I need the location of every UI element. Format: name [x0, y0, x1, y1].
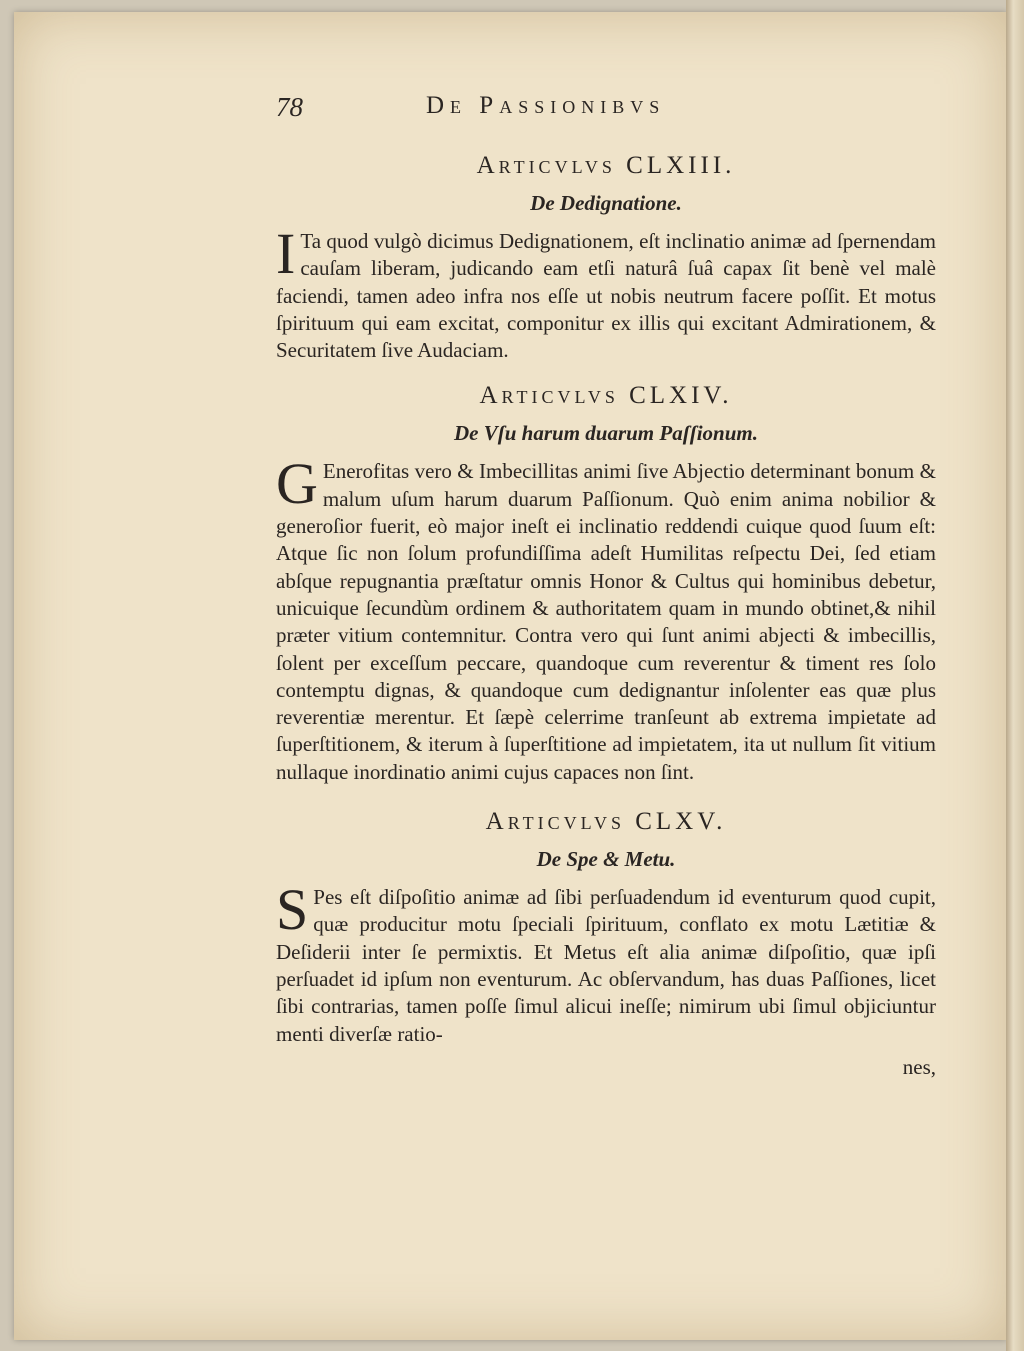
article-title: De Vſu harum duarum Paſſionum. [454, 421, 758, 446]
article-paragraph [276, 221, 936, 364]
running-head: De Passionibvs [426, 92, 666, 119]
article-heading: Articvlvs CLXIII. [476, 152, 736, 179]
paragraph-text: Pes eſt diſpoſitio animæ ad ſibi perſuadendum id eventurum quod cupit, quæ producitur motu ſpeciali ſpirituum, conflato ex motu Lætitiæ & Deſiderii inter ſe permixtis. Et Metus eſt alia animæ diſpoſitio, quæ ipſi perſuadet id ipſum non eventurum. Ac obſervandum, has duas Paſſiones, licet ſibi contrarias, tamen poſſe ſimul alicui ineſſe; nimirum ubi ſimul objiciuntur menti diverſæ ratio- [276, 885, 936, 1046]
paragraph-text: Enerofitas vero & Imbecillitas animi ſive Abjectio determinant bonum & malum uſum harum duarum Paſſionum. Quò enim anima nobilior & generoſior fuerit, eò major ineſt ei inclinatio reddendi cuique quod ſuum eſt: Atque ſic non ſolum profundiſſima adeſt Humilitas reſpectu Dei, ſed etiam abſque repugnantia præſtatur omnis Honor & Cultus qui hominibus debetur, unicuique ſecundùm ordinem & authoritatem quam in mundo obtinet,& nihil præter vitium contemnitur. Contra vero qui ſunt animi abjecti & imbecillis, ſolent per exceſſum peccare, quandoque cum reverentur & timent res ſolo contemptu dignas, & quandoque cum dedignantur inſolenter eas quæ plus reverentiæ merentur. Et ſæpè celerrime tranſeunt ab extrema impietate ad ſuperſtitionem, & iterum à ſuperſtitione ad impietatem, ita ut nullum ſit vitium nullaque inordinatio animi cujus capaces non ſint. [276, 459, 936, 784]
article-heading: Articvlvs CLXIV. [479, 382, 733, 410]
article-paragraph [276, 877, 936, 1048]
article-section [276, 144, 936, 364]
catchword: nes, [902, 1054, 936, 1079]
paragraph-text: Ta quod vulgò dicimus Dedignationem, eſt inclinatio animæ ad ſpernendam cauſam liberam, judicando eam etſi naturâ ſuâ capax ſit benè vel malè faciendi, tamen adeo infra nos eſſe ut nobis neutrum facere poſſit. Et motus ſpirituum qui eam excitat, componitur ex illis qui excitant Admirationem, & Securitatem ſive Audaciam. [276, 229, 936, 363]
drop-cap: S [276, 877, 309, 943]
drop-cap: G [276, 451, 318, 517]
article-section [276, 800, 936, 1048]
next-page-edge [1006, 0, 1024, 1351]
article-section [276, 374, 936, 786]
text-block [276, 92, 936, 1101]
article-paragraph [276, 451, 936, 786]
article-heading: Articvlvs CLXV. [485, 808, 727, 836]
book-page [14, 12, 1007, 1340]
article-title: De Spe & Metu. [536, 847, 676, 872]
drop-cap: I [276, 221, 296, 286]
page-header [276, 92, 936, 140]
article-title: De Dedignatione. [530, 191, 682, 215]
page-number: 78 [276, 92, 303, 122]
